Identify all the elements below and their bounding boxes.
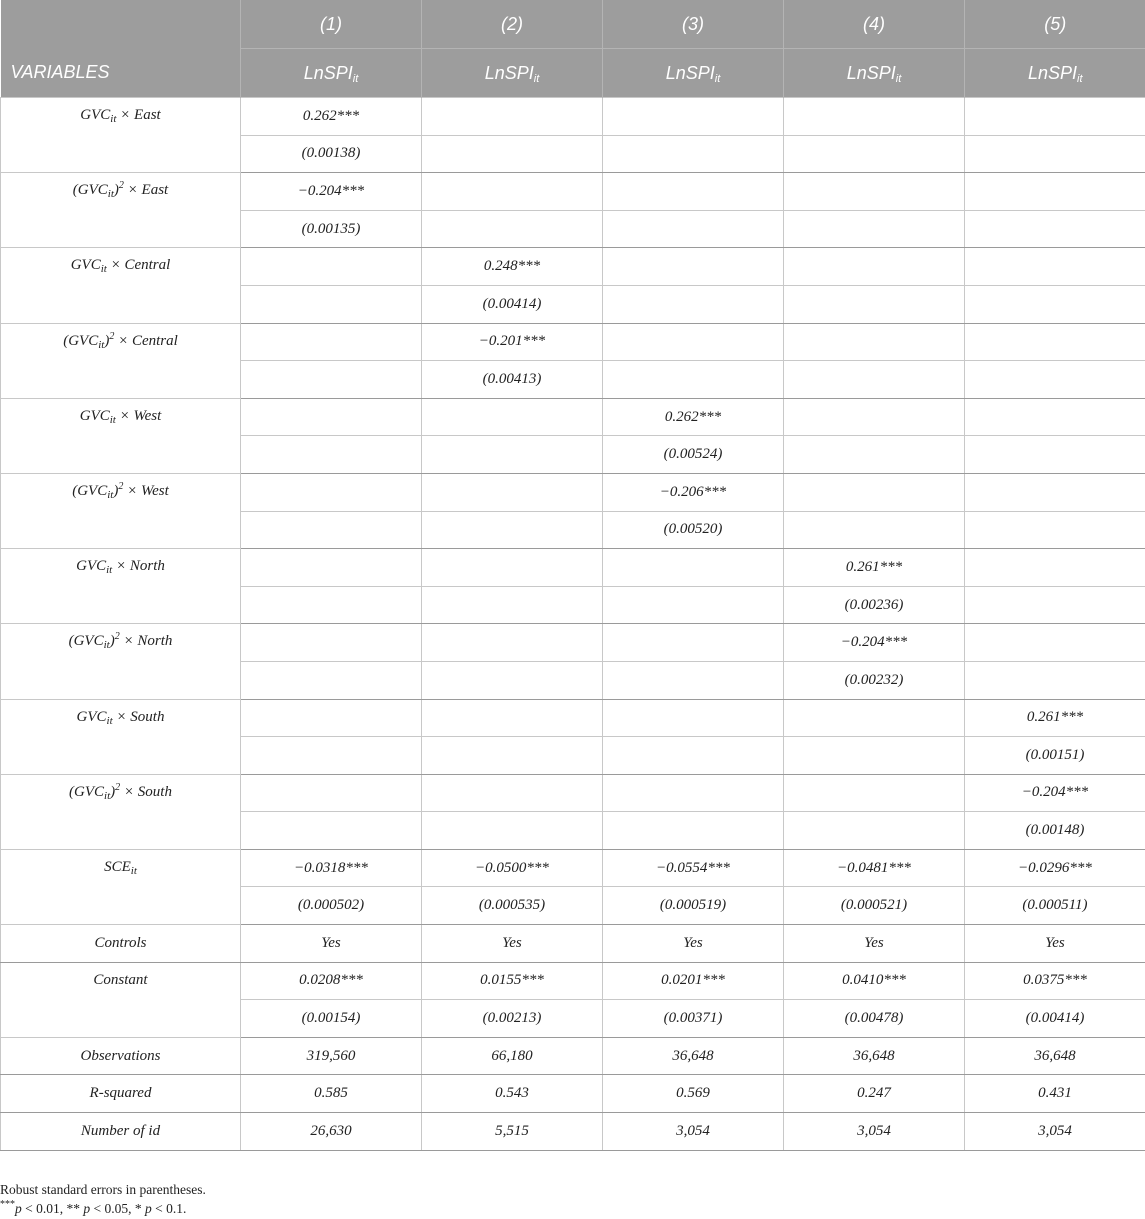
std-error-cell [603, 285, 784, 323]
variable-label [1, 98, 241, 173]
std-error-cell: (0.00138) [241, 135, 422, 173]
std-error-cell [422, 436, 603, 474]
stat-label: Observations [1, 1037, 241, 1075]
coefficient-cell [603, 98, 784, 136]
coefficient-cell: 0.262*** [241, 98, 422, 136]
coefficient-cell [784, 173, 965, 211]
controls-cell: Yes [422, 925, 603, 963]
std-error-cell [603, 135, 784, 173]
sig-text: < 0.1. [151, 1201, 187, 1216]
std-error-cell: (0.000502) [241, 887, 422, 925]
std-error-cell [603, 586, 784, 624]
row-gvc-sq-north-coef [1, 624, 1145, 662]
std-error-cell: (0.00154) [241, 1000, 422, 1038]
coefficient-cell [422, 774, 603, 812]
label-base: GVC [80, 107, 111, 123]
row-stat [1, 1113, 1145, 1151]
std-error-cell: (0.000519) [603, 887, 784, 925]
controls-cell: Yes [241, 925, 422, 963]
label-base: (GVC [68, 633, 104, 650]
std-error-cell: (0.00414) [965, 1000, 1145, 1038]
coefficient-cell: −0.204*** [241, 173, 422, 211]
label-base: (GVC [63, 332, 99, 349]
std-error-cell [422, 511, 603, 549]
label-exponent: 2 [115, 781, 121, 793]
label-subscript: it [103, 639, 110, 652]
coefficient-cell: −0.204*** [965, 774, 1145, 812]
row-gvc-north-coef [1, 549, 1145, 587]
std-error-cell: (0.00135) [241, 210, 422, 248]
coefficient-cell [965, 549, 1145, 587]
label-subscript: it [130, 864, 137, 877]
std-error-cell [241, 737, 422, 775]
coefficient-cell [422, 398, 603, 436]
std-error-cell [784, 361, 965, 399]
coefficient-cell [603, 774, 784, 812]
row-gvc-sq-east-coef [1, 173, 1145, 211]
label-suffix: × West [123, 482, 169, 499]
std-error-cell [784, 436, 965, 474]
label-subscript: it [106, 714, 113, 727]
coefficient-cell [965, 98, 1145, 136]
coefficient-cell: −0.204*** [784, 624, 965, 662]
controls-cell: Yes [965, 925, 1145, 963]
std-error-cell: (0.00414) [422, 285, 603, 323]
std-error-cell: (0.00151) [965, 737, 1145, 775]
std-error-cell [603, 661, 784, 699]
label-base: GVC [76, 708, 107, 725]
row-constant-coef [1, 962, 1145, 1000]
coefficient-cell [241, 323, 422, 361]
std-error-cell [784, 737, 965, 775]
coefficient-cell [784, 398, 965, 436]
stat-cell: 319,560 [241, 1037, 422, 1075]
coefficient-cell [241, 699, 422, 737]
stat-cell: 0.569 [603, 1075, 784, 1113]
column-number: (3) [603, 0, 784, 49]
std-error-cell [422, 737, 603, 775]
std-error-cell [422, 210, 603, 248]
coefficient-cell [965, 624, 1145, 662]
label-exponent: 2 [114, 631, 120, 643]
std-error-cell: (0.00148) [965, 812, 1145, 850]
coefficient-cell [241, 398, 422, 436]
dependent-variable [603, 49, 784, 98]
variable-label: Constant [1, 962, 241, 1037]
coefficient-cell: 0.0201*** [603, 962, 784, 1000]
coefficient-cell: 0.0410*** [784, 962, 965, 1000]
label-base: (GVC [72, 182, 108, 199]
coefficient-cell [603, 323, 784, 361]
coefficient-cell: 0.261*** [784, 549, 965, 587]
dep-var-base: LnSPI [665, 62, 715, 83]
std-error-cell: (0.000511) [965, 887, 1145, 925]
std-error-cell: (0.00236) [784, 586, 965, 624]
label-subscript: it [100, 263, 107, 276]
label-suffix: × East [123, 182, 169, 199]
coefficient-cell [422, 624, 603, 662]
coefficient-cell [241, 549, 422, 587]
std-error-cell [603, 210, 784, 248]
label-close-paren: ) [110, 783, 116, 800]
stat-cell: 3,054 [784, 1113, 965, 1151]
std-error-cell [241, 361, 422, 399]
dep-var-sub: it [533, 72, 540, 85]
coefficient-cell [965, 398, 1145, 436]
header-blank-cell [1, 0, 241, 49]
label-base: (GVC [69, 783, 105, 800]
std-error-cell [965, 285, 1145, 323]
label-exponent: 2 [109, 330, 115, 342]
std-error-cell [241, 586, 422, 624]
label-base: GVC [70, 257, 101, 274]
std-error-cell [784, 812, 965, 850]
row-gvc-central-coef [1, 248, 1145, 286]
label-suffix: × North [119, 633, 173, 650]
std-error-cell [241, 436, 422, 474]
label-base: SCE [104, 858, 131, 875]
variable-label [1, 323, 241, 398]
coefficient-cell: −0.0296*** [965, 849, 1145, 887]
label-base: GVC [76, 558, 107, 575]
std-error-cell [603, 737, 784, 775]
label-close-paren: ) [113, 182, 119, 199]
label-subscript: it [98, 338, 105, 351]
label-base: GVC [79, 407, 110, 424]
row-gvc-sq-central-coef [1, 323, 1145, 361]
label-suffix: × Central [114, 332, 178, 349]
dependent-variable [784, 49, 965, 98]
coefficient-cell [241, 473, 422, 511]
sig-text: < 0.05, * [90, 1201, 145, 1216]
table-body [1, 98, 1145, 1151]
coefficient-cell: −0.0481*** [784, 849, 965, 887]
row-gvc-sq-south-coef [1, 774, 1145, 812]
row-stat [1, 1037, 1145, 1075]
std-error-cell [241, 285, 422, 323]
dep-var-base: LnSPI [846, 62, 896, 83]
label-suffix: × North [112, 558, 165, 575]
variable-label [1, 849, 241, 924]
variable-label [1, 774, 241, 849]
coefficient-cell [603, 624, 784, 662]
coefficient-cell [422, 98, 603, 136]
row-gvc-sq-west-coef [1, 473, 1145, 511]
column-number: (2) [422, 0, 603, 49]
std-error-cell [965, 210, 1145, 248]
std-error-cell: (0.00213) [422, 1000, 603, 1038]
coefficient-cell: 0.262*** [603, 398, 784, 436]
coefficient-cell [965, 248, 1145, 286]
label-close-paren: ) [113, 482, 119, 499]
p-symbol: p [83, 1201, 91, 1216]
std-error-cell [241, 812, 422, 850]
std-error-cell: (0.000521) [784, 887, 965, 925]
coefficient-cell [784, 473, 965, 511]
coefficient-cell: 0.0208*** [241, 962, 422, 1000]
dep-var-sub: it [352, 72, 359, 85]
stat-cell: 3,054 [603, 1113, 784, 1151]
stat-cell: 36,648 [965, 1037, 1145, 1075]
stat-cell: 5,515 [422, 1113, 603, 1151]
coefficient-cell: 0.0155*** [422, 962, 603, 1000]
label-subscript: it [104, 789, 111, 802]
variable-label [1, 624, 241, 699]
dep-var-base: LnSPI [303, 62, 353, 83]
stat-cell: 3,054 [965, 1113, 1145, 1151]
std-error-cell [241, 511, 422, 549]
stat-cell: 0.431 [965, 1075, 1145, 1113]
std-error-cell [603, 361, 784, 399]
coefficient-cell [603, 173, 784, 211]
controls-cell: Yes [603, 925, 784, 963]
row-sce-coef [1, 849, 1145, 887]
dependent-variable [241, 49, 422, 98]
coefficient-cell: −0.0318*** [241, 849, 422, 887]
stat-cell: 66,180 [422, 1037, 603, 1075]
dependent-variable [422, 49, 603, 98]
label-base: (GVC [72, 482, 108, 499]
variable-label [1, 473, 241, 548]
coefficient-cell: 0.0375*** [965, 962, 1145, 1000]
std-error-cell [784, 135, 965, 173]
coefficient-cell: 0.261*** [965, 699, 1145, 737]
std-error-cell [965, 135, 1145, 173]
dependent-variable-row [1, 49, 1145, 98]
label-subscript: it [109, 413, 116, 426]
coefficient-cell [603, 699, 784, 737]
stat-label: Number of id [1, 1113, 241, 1151]
coefficient-cell [784, 98, 965, 136]
row-gvc-south-coef [1, 699, 1145, 737]
label-suffix: × South [120, 783, 172, 800]
column-number: (1) [241, 0, 422, 49]
p-symbol: p [15, 1201, 22, 1216]
p-symbol: p [145, 1201, 152, 1216]
variable-label [1, 398, 241, 473]
coefficient-cell [784, 774, 965, 812]
stat-label: R-squared [1, 1075, 241, 1113]
label-close-paren: ) [104, 332, 110, 349]
row-gvc-west-coef [1, 398, 1145, 436]
std-error-cell: (0.00478) [784, 1000, 965, 1038]
std-error-cell [422, 661, 603, 699]
dependent-variable [965, 49, 1145, 98]
coefficient-cell [784, 323, 965, 361]
coefficient-cell [784, 699, 965, 737]
column-number: (4) [784, 0, 965, 49]
label-exponent: 2 [118, 180, 124, 192]
coefficient-cell: −0.201*** [422, 323, 603, 361]
coefficient-cell [422, 173, 603, 211]
std-error-cell [603, 812, 784, 850]
coefficient-cell [422, 473, 603, 511]
variable-label: Controls [1, 925, 241, 963]
std-error-cell [965, 586, 1145, 624]
column-number-row [1, 0, 1145, 49]
dep-var-sub: it [714, 72, 721, 85]
table-header [1, 0, 1145, 98]
row-stat [1, 1075, 1145, 1113]
std-error-cell [422, 812, 603, 850]
std-error-cell [784, 285, 965, 323]
row-controls [1, 925, 1145, 963]
coefficient-cell [422, 549, 603, 587]
std-error-cell [965, 436, 1145, 474]
label-suffix: × East [116, 107, 161, 123]
label-subscript: it [107, 488, 114, 501]
dep-var-sub: it [1077, 72, 1083, 85]
label-suffix: × Central [106, 257, 171, 274]
coefficient-cell [603, 549, 784, 587]
std-error-cell [241, 661, 422, 699]
std-error-cell [965, 361, 1145, 399]
coefficient-cell: −0.0554*** [603, 849, 784, 887]
variable-label [1, 699, 241, 774]
controls-cell: Yes [784, 925, 965, 963]
std-error-cell [784, 210, 965, 248]
stat-cell: 36,648 [784, 1037, 965, 1075]
coefficient-cell [241, 624, 422, 662]
dep-var-base: LnSPI [484, 62, 534, 83]
std-error-cell: (0.00524) [603, 436, 784, 474]
coefficient-cell: −0.206*** [603, 473, 784, 511]
coefficient-cell [603, 248, 784, 286]
std-error-cell [965, 511, 1145, 549]
std-error-cell: (0.00413) [422, 361, 603, 399]
stat-cell: 36,648 [603, 1037, 784, 1075]
stat-cell: 0.585 [241, 1075, 422, 1113]
std-error-cell [784, 511, 965, 549]
coefficient-cell [965, 323, 1145, 361]
dep-var-base: LnSPI [1027, 62, 1078, 83]
coefficient-cell [965, 173, 1145, 211]
std-error-cell [965, 661, 1145, 699]
footnote-standard-errors: Robust standard errors in parentheses. [0, 1182, 206, 1197]
coefficient-cell: −0.0500*** [422, 849, 603, 887]
variable-label [1, 173, 241, 248]
sig-stars: *** [0, 1199, 15, 1210]
variables-label: VARIABLES [1, 49, 241, 98]
label-subscript: it [107, 188, 114, 201]
std-error-cell: (0.00520) [603, 511, 784, 549]
sig-text: < 0.01, ** [21, 1201, 84, 1216]
std-error-cell [422, 135, 603, 173]
coefficient-cell [784, 248, 965, 286]
table-footnotes [0, 1180, 206, 1218]
label-subscript: it [110, 113, 117, 125]
std-error-cell: (0.00371) [603, 1000, 784, 1038]
coefficient-cell [965, 473, 1145, 511]
std-error-cell: (0.000535) [422, 887, 603, 925]
coefficient-cell [241, 774, 422, 812]
variable-label [1, 248, 241, 323]
label-suffix: × South [112, 708, 165, 725]
footnote-significance [0, 1199, 206, 1218]
column-number: (5) [965, 0, 1145, 49]
coefficient-cell [241, 248, 422, 286]
row-gvc-east-coef [1, 98, 1145, 136]
label-subscript: it [106, 564, 113, 577]
dep-var-sub: it [895, 72, 902, 85]
coefficient-cell: 0.248*** [422, 248, 603, 286]
stat-cell: 0.247 [784, 1075, 965, 1113]
coefficient-cell [422, 699, 603, 737]
label-close-paren: ) [109, 633, 115, 650]
stat-cell: 26,630 [241, 1113, 422, 1151]
label-exponent: 2 [118, 480, 124, 492]
std-error-cell [422, 586, 603, 624]
std-error-cell: (0.00232) [784, 661, 965, 699]
label-suffix: × West [115, 407, 162, 424]
variable-label [1, 549, 241, 624]
stat-cell: 0.543 [422, 1075, 603, 1113]
